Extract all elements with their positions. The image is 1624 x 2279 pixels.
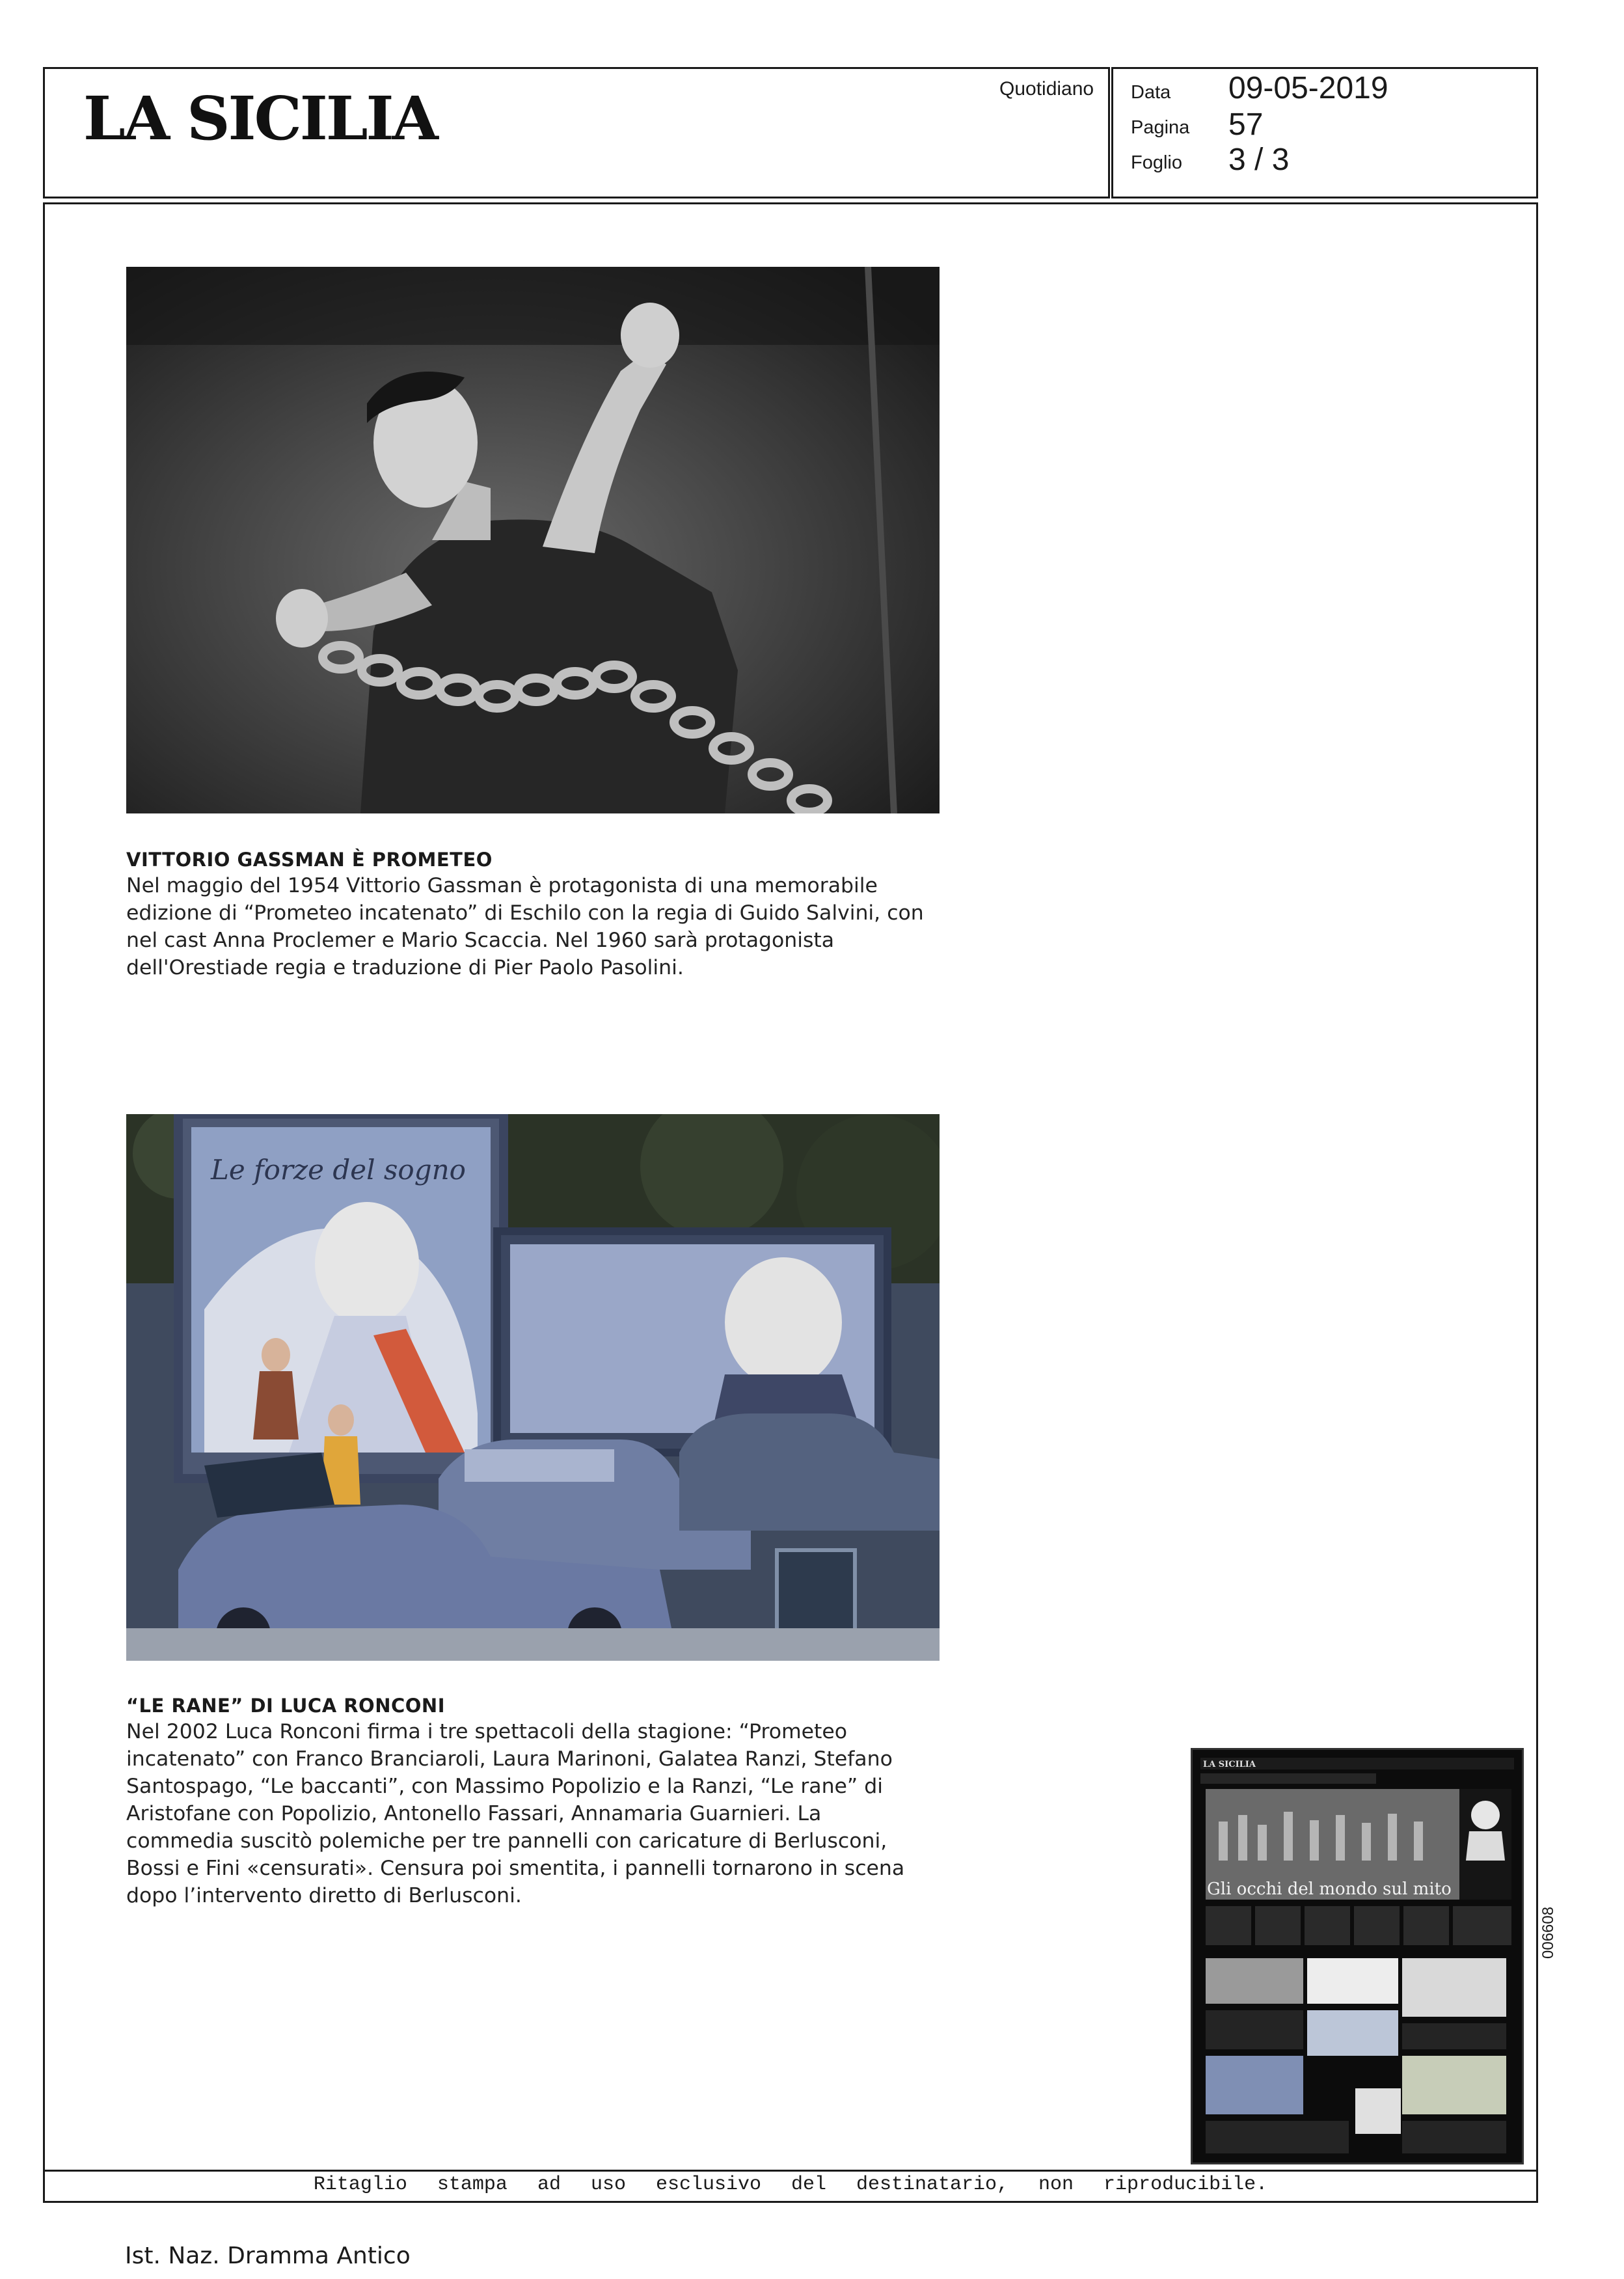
caption-line: Aristofane con Popolizio, Antonello Fassari, Annamaria Guarnieri. La (126, 1802, 822, 1825)
clipping-notice: Ritaglio stampa ad uso esclusivo del destinatario, non riproducibile. (313, 2174, 1268, 2196)
photo-le-rane-stage (126, 1114, 940, 1661)
page-value: 57 (1228, 107, 1264, 142)
page-label: Pagina (1131, 117, 1190, 138)
caption-line: Nel 2002 Luca Ronconi firma i tre spettacoli della stagione: “Prometeo (126, 1720, 848, 1743)
thumbnail-headline: Gli occhi del mondo sul mito (1207, 1879, 1452, 1899)
caption-line: Bossi e Fini «censurati». Censura poi smentita, i pannelli tornarono in scena (126, 1857, 905, 1880)
date-label: Data (1131, 82, 1171, 103)
caption-title-2: “LE RANE” DI LUCA RONCONI (126, 1695, 445, 1717)
caption-line: commedia suscitò polemiche per tre pannelli con caricature di Berlusconi, (126, 1829, 887, 1853)
caption-line: dell'Orestiade regia e traduzione di Pier Paolo Pasolini. (126, 956, 684, 979)
caption-title-1: VITTORIO GASSMAN È PROMETEO (126, 849, 493, 871)
caption-line: Santospago, “Le baccanti”, con Massimo Popolizio e la Ranzi, “Le rane” di (126, 1775, 884, 1798)
thumbnail-masthead: LA SICILIA (1203, 1760, 1256, 1769)
archive-code: 006608 (1539, 1906, 1557, 1959)
caption-line: incatenato” con Franco Branciaroli, Laura Marinoni, Galatea Ranzi, Stefano (126, 1747, 893, 1771)
page-thumbnail (1191, 1748, 1524, 2164)
caption-line: dopo l’intervento diretto di Berlusconi. (126, 1884, 522, 1907)
caption-body-1 (126, 872, 946, 981)
billboard-text: Le forze del sogno (211, 1154, 466, 1186)
caption-line: nel cast Anna Proclemer e Mario Scaccia. Nel 1960 sarà protagonista (126, 929, 835, 952)
publication-type: Quotidiano (999, 78, 1094, 100)
source-label: Ist. Naz. Dramma Antico (125, 2243, 411, 2269)
photo-gassman-prometeo (126, 267, 940, 813)
masthead-logo: LA SICILIA (83, 83, 437, 154)
photo-le-rane-illustration (126, 1114, 940, 1661)
photo-gassman-illustration (126, 267, 940, 813)
caption-body-2 (126, 1718, 946, 1909)
footer-divider (45, 2170, 1536, 2172)
sheet-value: 3 / 3 (1228, 143, 1290, 177)
caption-line: edizione di “Prometeo incatenato” di Eschilo con la regia di Guido Salvini, con (126, 901, 924, 925)
date-value: 09-05-2019 (1228, 71, 1388, 105)
sheet-label: Foglio (1131, 152, 1182, 173)
caption-line: Nel maggio del 1954 Vittorio Gassman è protagonista di una memorabile (126, 874, 878, 897)
page-thumbnail-illustration (1193, 1750, 1522, 2163)
